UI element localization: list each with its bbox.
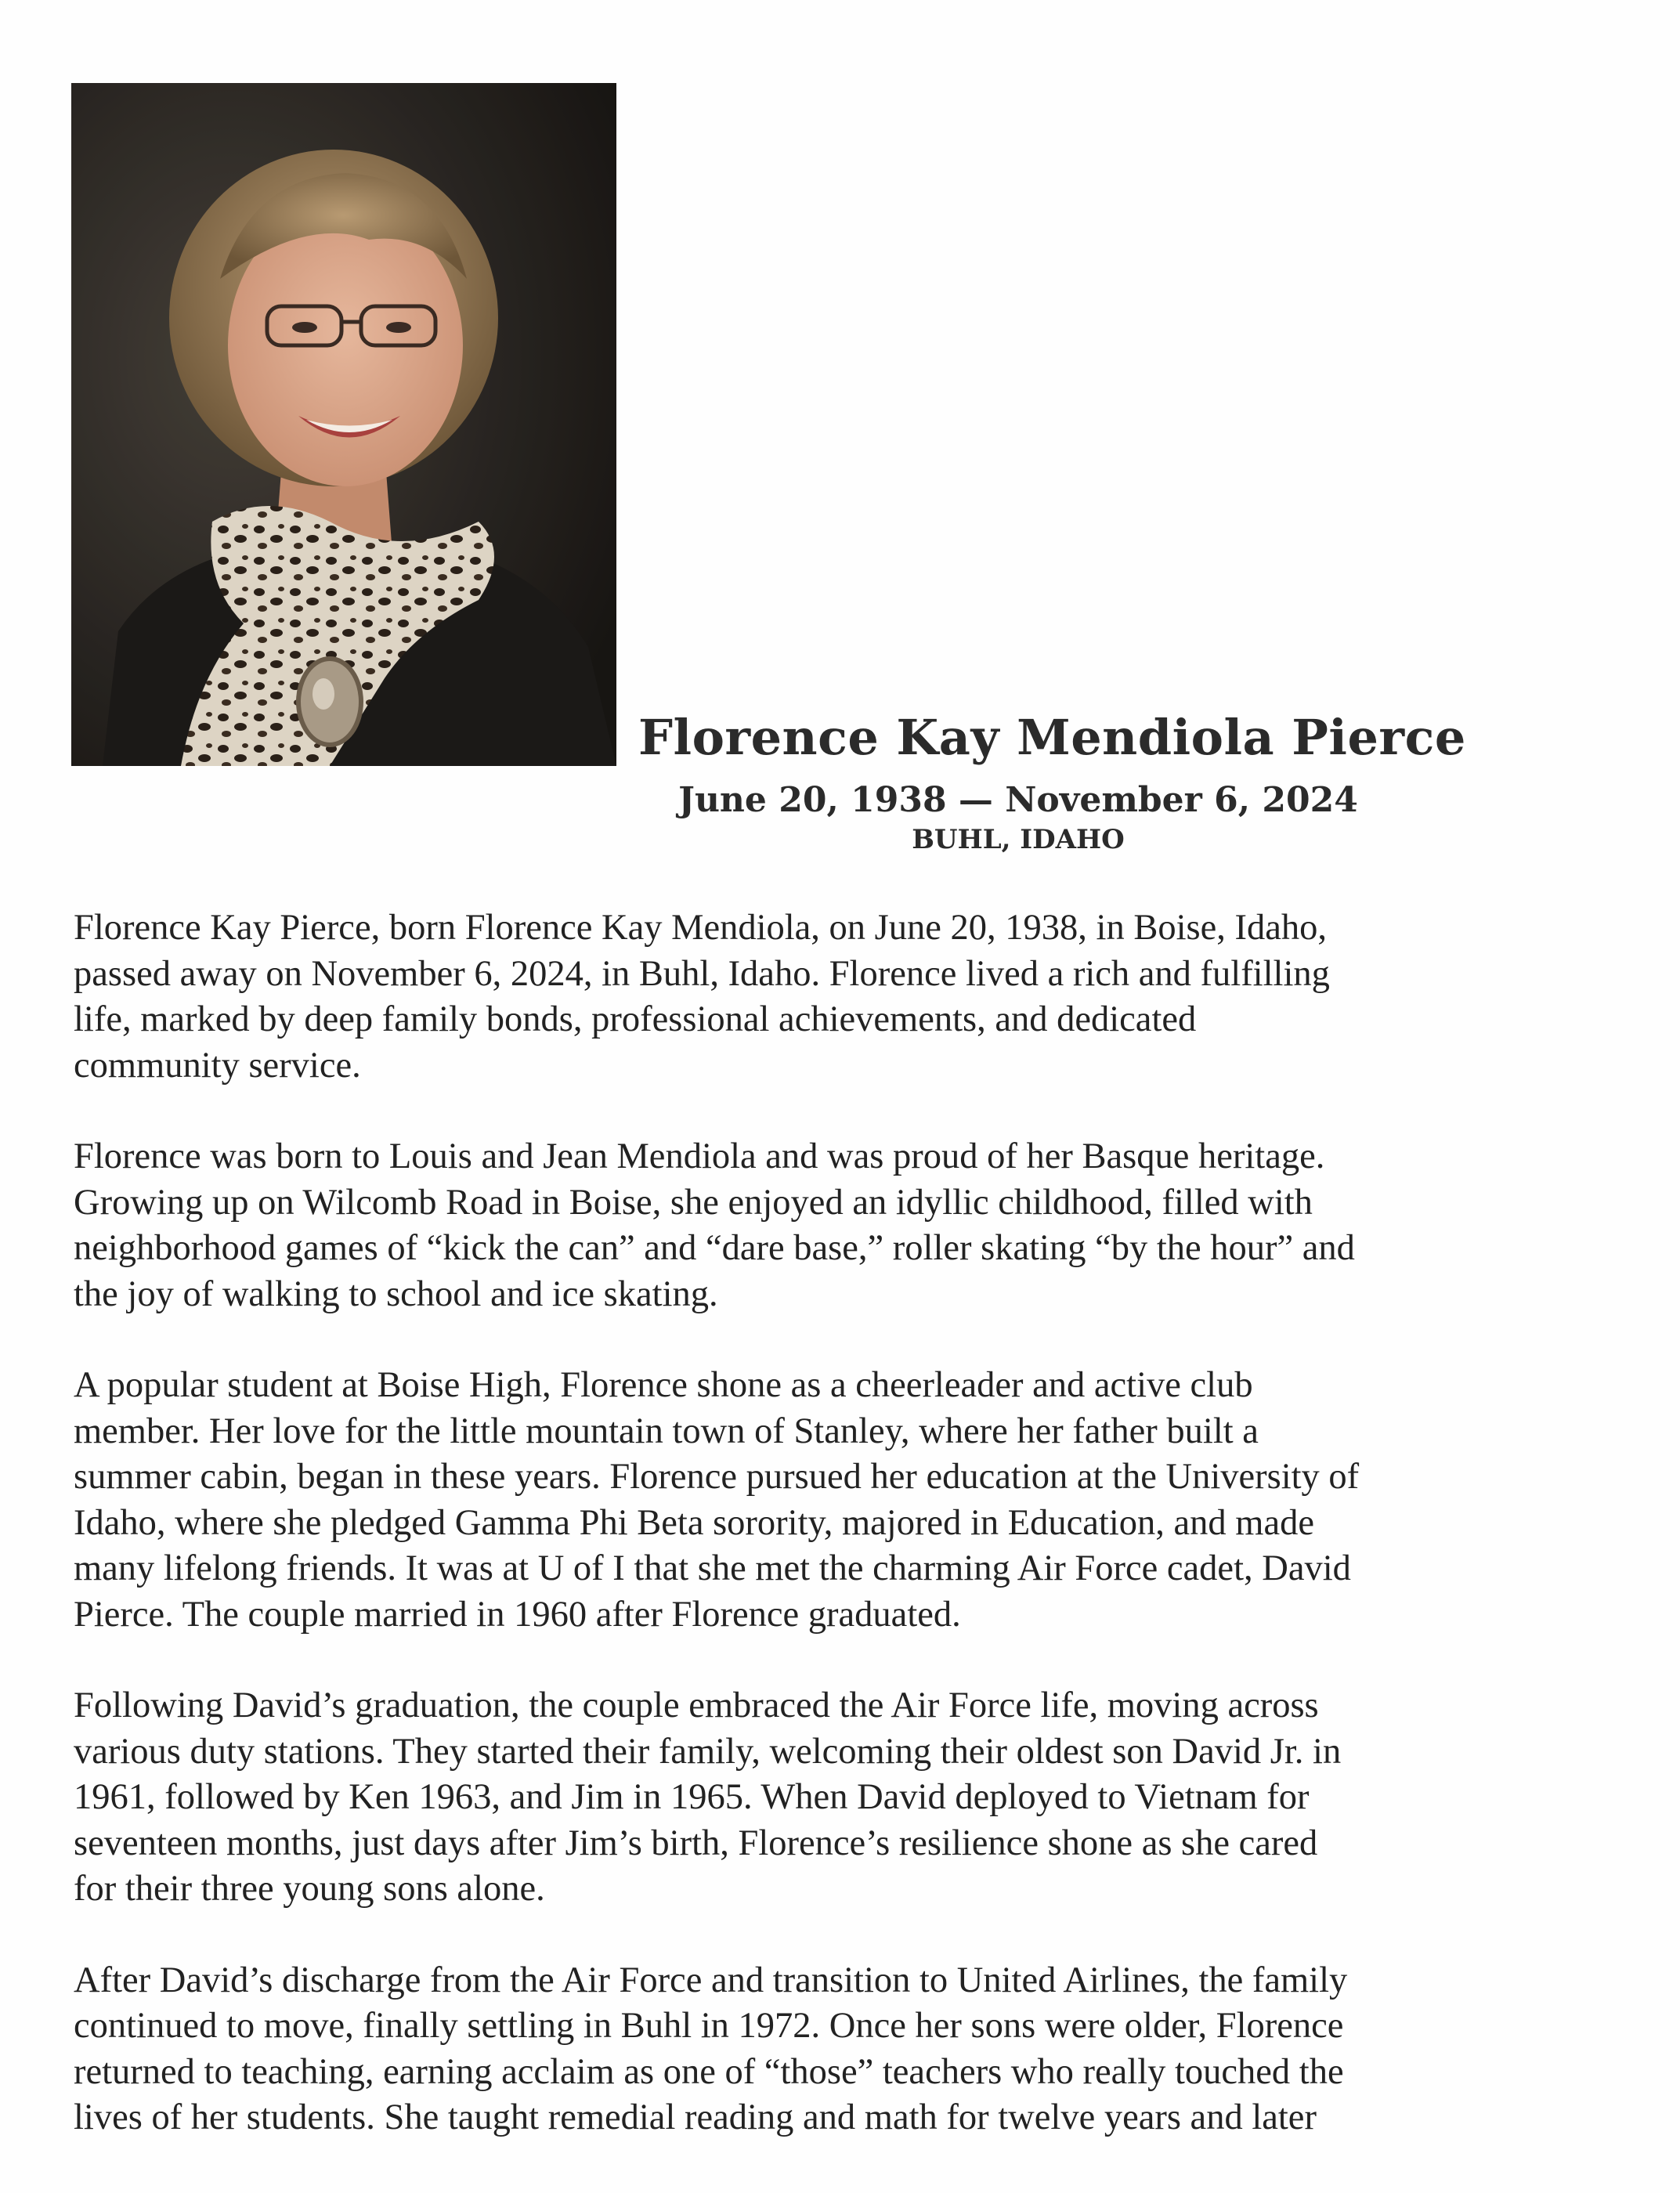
text-line: After David’s discharge from the Air Force and transition to United Airlines, the family xyxy=(74,1960,1348,2000)
portrait-photo xyxy=(71,83,616,766)
text-line: many lifelong friends. It was at U of I that she met the charming Air Force cadet, David xyxy=(74,1548,1351,1588)
text-line: seventeen months, just days after Jim’s birth, Florence’s resilience shone as she cared xyxy=(74,1823,1318,1863)
paragraph xyxy=(74,1958,1609,2141)
text-line: community service. xyxy=(74,1045,361,1086)
text-line: Following David’s graduation, the couple embraced the Air Force life, moving across xyxy=(74,1685,1319,1725)
text-line: member. Her love for the little mountain town of Stanley, where her father built a xyxy=(74,1411,1259,1451)
paragraph xyxy=(74,1363,1609,1638)
deceased-name: Florence Kay Mendiola Pierce xyxy=(638,709,1466,766)
text-line: the joy of walking to school and ice skating. xyxy=(74,1274,718,1314)
hometown: BUHL, IDAHO xyxy=(912,824,1125,855)
text-line: lives of her students. She taught remedial reading and math for twelve years and later xyxy=(74,2097,1317,2137)
text-line: continued to move, finally settling in Buhl in 1972. Once her sons were older, Florence xyxy=(74,2006,1344,2046)
text-line: Pierce. The couple married in 1960 after Florence graduated. xyxy=(74,1594,961,1635)
life-dates: June 20, 1938 — November 6, 2024 xyxy=(678,780,1358,820)
text-line: passed away on November 6, 2024, in Buhl, Idaho. Florence lived a rich and fulfilling xyxy=(74,953,1330,994)
text-line: returned to teaching, earning acclaim as one of “those” teachers who really touched the xyxy=(74,2051,1344,2092)
text-line: for their three young sons alone. xyxy=(74,1869,545,1909)
text-line: Idaho, where she pledged Gamma Phi Beta sorority, majored in Education, and made xyxy=(74,1502,1314,1543)
paragraph xyxy=(74,1134,1609,1317)
text-line: summer cabin, began in these years. Florence pursued her education at the University of xyxy=(74,1457,1360,1497)
text-line: Florence Kay Pierce, born Florence Kay Mendiola, on June 20, 1938, in Boise, Idaho, xyxy=(74,908,1328,948)
paragraph xyxy=(74,905,1609,1089)
text-line: 1961, followed by Ken 1963, and Jim in 1965. When David deployed to Vietnam for xyxy=(74,1777,1310,1817)
paragraph xyxy=(74,1683,1609,1913)
text-line: various duty stations. They started their family, welcoming their oldest son David Jr. in xyxy=(74,1731,1342,1772)
portrait-image xyxy=(71,83,616,766)
obituary-body xyxy=(74,905,1609,2187)
text-line: Florence was born to Louis and Jean Mendiola and was proud of her Basque heritage. xyxy=(74,1136,1325,1176)
text-line: A popular student at Boise High, Florence shone as a cheerleader and active club xyxy=(74,1365,1253,1405)
text-line: neighborhood games of “kick the can” and “dare base,” roller skating “by the hour” and xyxy=(74,1228,1355,1268)
text-line: Growing up on Wilcomb Road in Boise, she enjoyed an idyllic childhood, filled with xyxy=(74,1182,1313,1223)
text-line: life, marked by deep family bonds, professional achievements, and dedicated xyxy=(74,999,1197,1039)
